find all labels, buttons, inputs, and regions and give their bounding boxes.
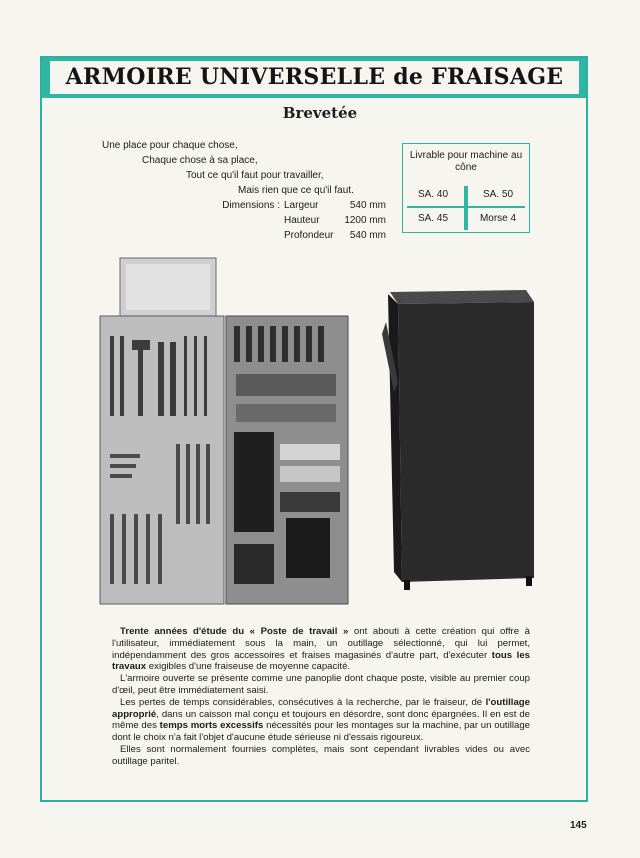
intro-line: Chaque chose à sa place, [142,155,258,166]
intro-line: Mais rien que ce qu'il faut. [238,185,354,196]
dimensions-label: Dimensions : [222,200,280,211]
paragraph [112,697,530,744]
tool-holders [234,326,336,422]
intro-line: Une place pour chaque chose, [102,140,238,151]
paragraph: Elles sont normalement fournies complètes, mais sont cependant livrables vides ou avec outillage paritel. [112,743,530,767]
cone-cell: SA. 40 [417,189,449,200]
cabinet-front [398,302,534,582]
cone-table-header: Livrable pour machine au cône [409,150,523,173]
cabinet-top [390,290,534,304]
text-run: Les pertes de temps considérables, consécutives à la recherche, par le fraiseur, de [120,696,486,708]
bold-phrase: tous les travaux [112,649,530,673]
cone-table [402,143,530,233]
dimension-value: 1200 mm [344,215,386,226]
dimension-name: Profondeur [284,230,334,241]
paragraph: L'armoire ouverte se présente comme une panoplie dont chaque poste, visible au premier coup d'œil, peut être immédiatement saisi. [112,673,530,696]
page-subtitle: Brevetée [282,104,358,122]
dimension-value: 540 mm [349,200,386,211]
bold-phrase: temps morts excessifs [159,720,264,732]
cone-cell: SA. 45 [417,213,449,224]
description-text [112,626,530,768]
dimension-name: Largeur [284,200,319,211]
page-title: ARMOIRE UNIVERSELLE de FRAISAGE [50,61,579,94]
text-run: ont abouti à cette création qui offre à l'utilisateur, immédiatement sous la main, un outillage sélectionné, qui lui permet, indépendamment des gros accessoires et fraises magasinés d'autre part, d'exécuter [112,626,530,661]
text-run: , dans un caisson mal conçu et toujours en désordre, sont donc épargnées. Il en est de même des [112,708,530,732]
cone-cell: Morse 4 [479,213,517,224]
closed-cabinet-photo [380,282,540,592]
cone-table-grid [403,182,529,232]
bold-phrase: l'outillage approprié [112,696,530,720]
lid-panel [126,264,210,310]
cabinet-foot [526,576,532,586]
paragraph [112,626,530,673]
dimension-value: 540 mm [349,230,386,241]
open-cabinet-photo [96,254,352,606]
cabinet-foot [404,580,410,590]
dimension-name: Hauteur [284,215,320,226]
text-run: nécessités pour les montages sur la machine, par un outillage dont le choix n'a fait l'objet d'aucune étude sérieuse ni d'essais rigoureux. [112,720,530,744]
bold-phrase: Trente années d'étude du « Poste de travail » [120,626,349,637]
drawer-boxes [234,432,340,584]
intro-line: Tout ce qu'il faut pour travailler, [186,170,324,181]
text-run: exigibles d'une fraiseuse de moyenne capacité. [146,661,351,673]
cone-cell: SA. 50 [482,189,514,200]
page-number: 145 [570,820,587,831]
